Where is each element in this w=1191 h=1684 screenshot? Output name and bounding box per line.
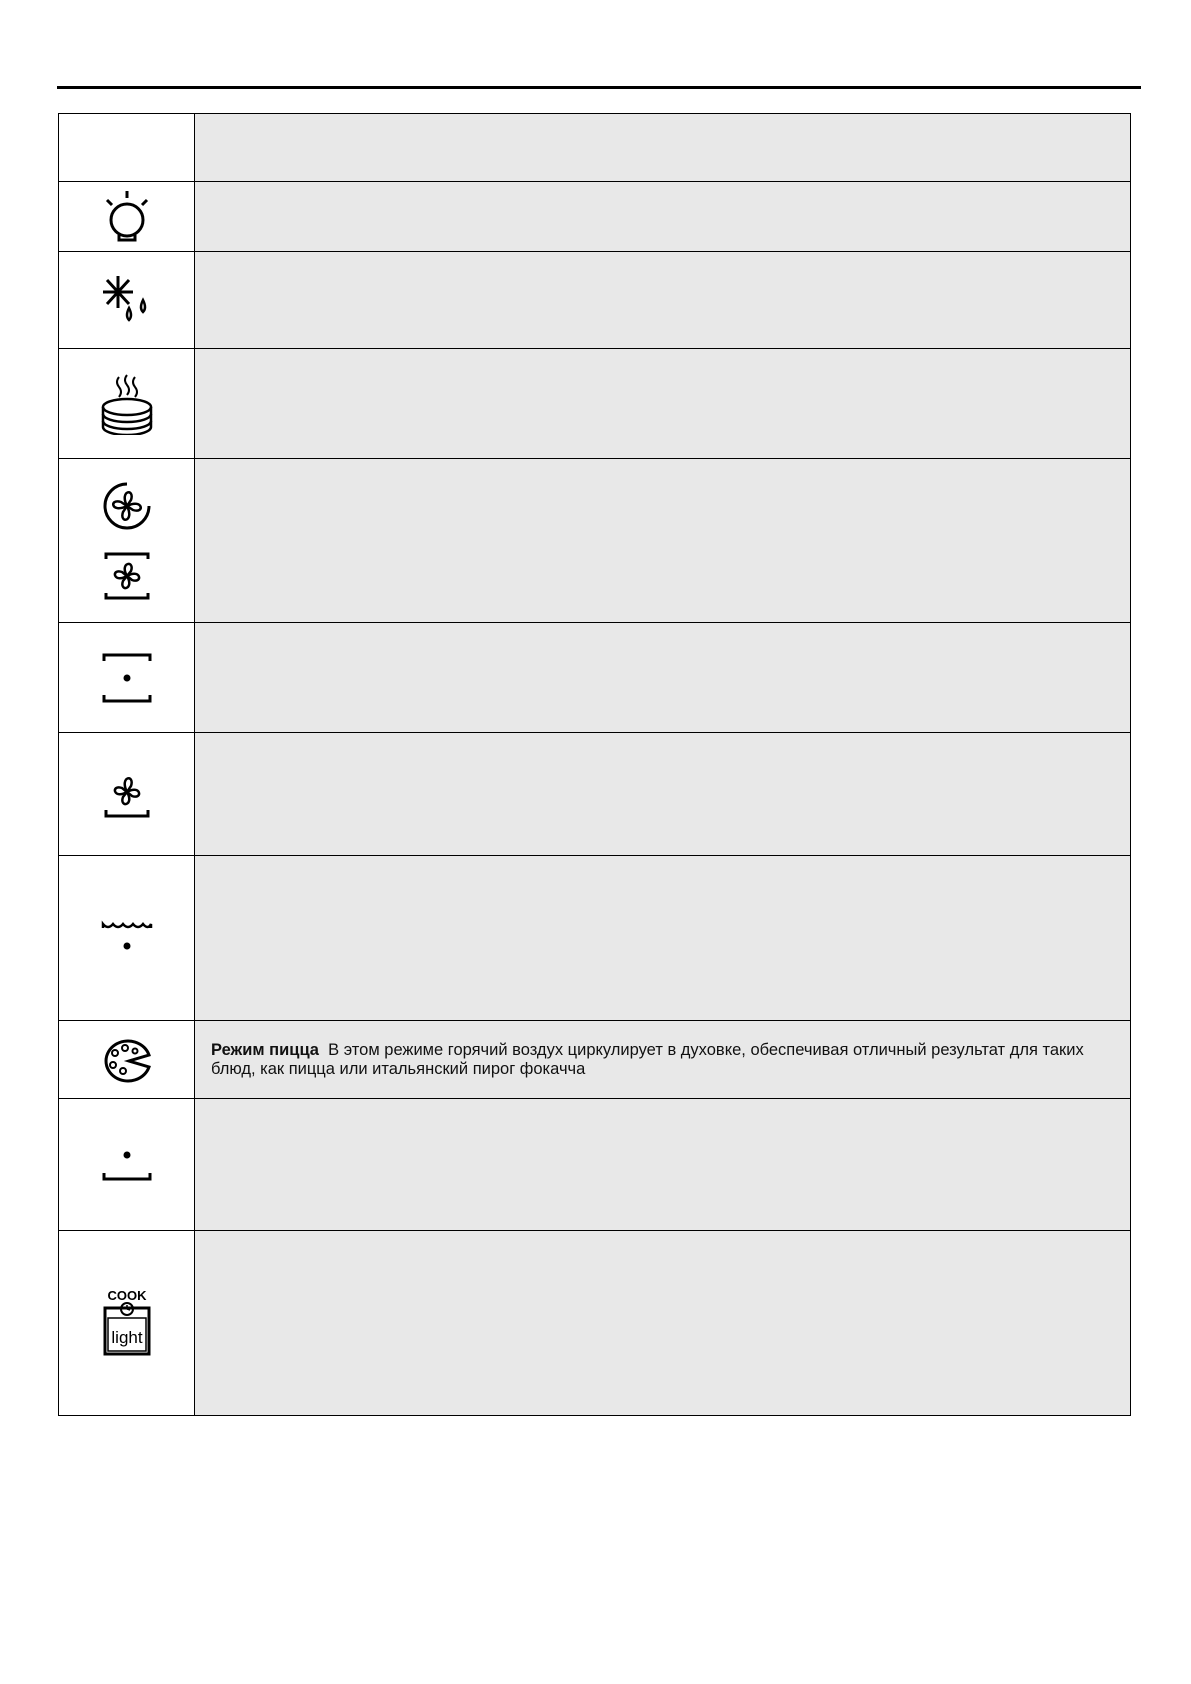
- icon-cell: [59, 1021, 195, 1099]
- table-row: [59, 623, 1131, 733]
- plate-warming-icon: [97, 373, 157, 435]
- description-cell: [195, 182, 1131, 252]
- icon-cell: [59, 252, 195, 349]
- oven-lamp-icon: [99, 187, 155, 247]
- table-row: [59, 1231, 1131, 1416]
- table-row: [59, 1099, 1131, 1231]
- description-cell: [195, 623, 1131, 733]
- table-row: [59, 733, 1131, 856]
- description-cell: [195, 733, 1131, 856]
- fan-circle-icon: [101, 480, 153, 532]
- icon-cell: [59, 1231, 195, 1416]
- pizza-mode-description: [211, 1041, 1112, 1079]
- description-cell: [195, 114, 1131, 182]
- grill-icon: [99, 918, 155, 958]
- description-cell: [195, 856, 1131, 1021]
- table-row: [59, 349, 1131, 459]
- oven-modes-table: [58, 113, 1131, 1416]
- table-row: [59, 182, 1131, 252]
- table-row: [59, 114, 1131, 182]
- table-row: [59, 856, 1131, 1021]
- defrost-icon: [99, 274, 155, 326]
- mode-text: В этом режиме горячий воздух циркулирует в духовке, обеспечивая отличный результат для таких блюд, как пицца или итальянский пирог фокачча: [211, 1040, 1084, 1078]
- cook-light-icon: [97, 1288, 157, 1358]
- fan-top-bottom-icon: [101, 550, 153, 602]
- table-row: [59, 459, 1131, 623]
- table-row: [59, 1021, 1131, 1099]
- description-cell: [195, 1021, 1131, 1099]
- description-cell: [195, 459, 1131, 623]
- conventional-heat-icon: [99, 651, 155, 705]
- icon-cell: [59, 182, 195, 252]
- description-cell: [195, 1231, 1131, 1416]
- icon-cell: [59, 856, 195, 1021]
- description-cell: [195, 349, 1131, 459]
- bottom-heat-icon: [99, 1145, 155, 1185]
- icon-cell: [59, 349, 195, 459]
- description-cell: [195, 252, 1131, 349]
- mode-title: Режим пицца: [211, 1040, 319, 1059]
- description-cell: [195, 1099, 1131, 1231]
- light-label: light: [110, 1328, 143, 1347]
- icon-cell: [59, 114, 195, 182]
- header-rule: [57, 86, 1141, 89]
- icon-cell: [59, 459, 195, 623]
- cook-label: COOK: [107, 1288, 146, 1303]
- icon-cell: [59, 623, 195, 733]
- icon-cell: [59, 1099, 195, 1231]
- icon-cell: [59, 733, 195, 856]
- pizza-icon: [99, 1037, 155, 1083]
- fan-bottom-heat-icon: [101, 768, 153, 820]
- table-row: [59, 252, 1131, 349]
